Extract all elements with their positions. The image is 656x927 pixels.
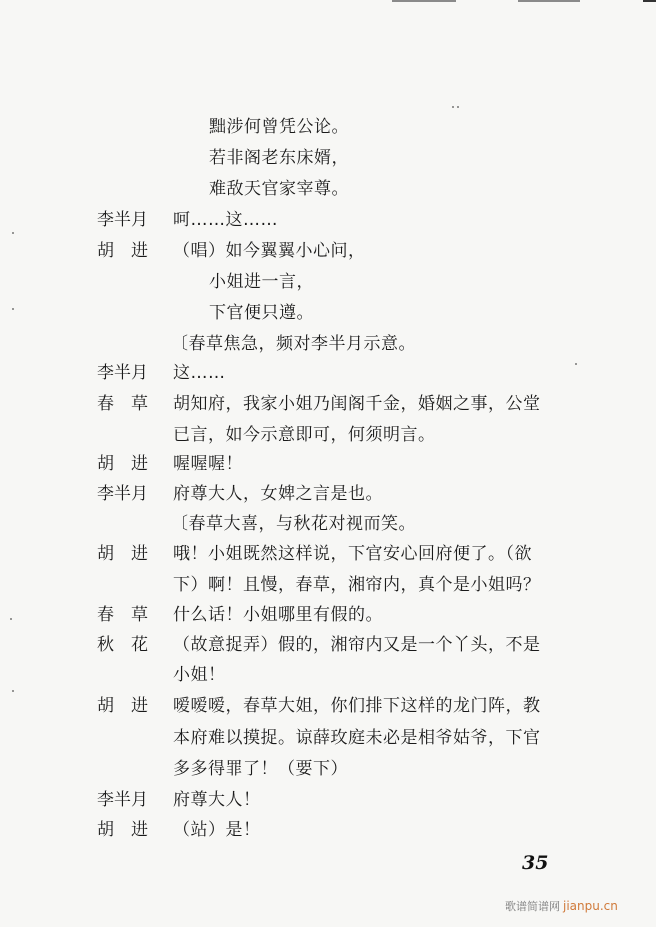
site-watermark — [505, 898, 618, 914]
verse-text: 下官便只遵。 — [209, 303, 314, 323]
dialogue-continuation: 已言，如今示意即可，何须明言。 — [173, 425, 436, 445]
speaker-name: 李半月 — [97, 484, 148, 504]
speaker-name: 胡 进 — [97, 241, 148, 261]
stage-direction: 〔春草大喜，与秋花对视而笑。 — [171, 514, 416, 534]
dialogue-continuation: 下）啊！且慢，春草，湘帘内，真个是小姐吗？ — [173, 575, 541, 595]
dialogue-text: 喔喔喔！ — [173, 454, 243, 474]
speaker-name: 胡 进 — [97, 820, 148, 840]
dialogue-continuation: 多多得罪了！（要下） — [173, 759, 348, 779]
speaker-name: 春 草 — [97, 394, 148, 414]
dialogue-continuation: 小姐！ — [173, 665, 226, 685]
stage-direction: 〔春草焦急，频对李半月示意。 — [171, 334, 416, 354]
dialogue-text: 呵……这…… — [173, 210, 278, 230]
watermark-site-name: 歌谱简谱网 — [505, 900, 560, 913]
dialogue-text: 胡知府，我家小姐乃闺阁千金，婚姻之事，公堂 — [173, 394, 541, 414]
dialogue-text: （故意捉弄）假的，湘帘内又是一个丫头，不是 — [173, 635, 541, 655]
speaker-name: 李半月 — [97, 210, 148, 230]
dialogue-text: （唱）如今翼翼小心问， — [173, 241, 366, 261]
watermark-domain: jianpu.cn — [563, 899, 618, 913]
dialogue-text: 哦！小姐既然这样说，下官安心回府便了。（欲 — [173, 544, 532, 564]
dialogue-text: （站）是！ — [173, 820, 261, 840]
speaker-name: 胡 进 — [97, 696, 148, 716]
dialogue-text: 府尊大人，女婢之言是也。 — [173, 484, 383, 504]
page-number: 35 — [522, 852, 549, 874]
dialogue-text: 这…… — [173, 363, 226, 383]
speaker-name: 李半月 — [97, 363, 148, 383]
speaker-name: 胡 进 — [97, 544, 148, 564]
speaker-name: 李半月 — [97, 790, 148, 810]
dialogue-continuation: 本府难以摸捉。谅薛玫庭未必是相爷姑爷，下官 — [173, 728, 541, 748]
dialogue-text: 什么话！小姐哪里有假的。 — [173, 605, 383, 625]
verse-text: 黜涉何曾凭公论。 — [209, 117, 349, 137]
verse-text: 小姐进一言， — [209, 272, 314, 292]
speaker-name: 胡 进 — [97, 454, 148, 474]
dialogue-text: 府尊大人！ — [173, 790, 261, 810]
speaker-name: 秋 花 — [97, 635, 148, 655]
verse-text: 难敌天官家宰尊。 — [209, 179, 349, 199]
dialogue-text: 嗳嗳嗳，春草大姐，你们排下这样的龙门阵，教 — [173, 696, 541, 716]
speaker-name: 春 草 — [97, 605, 148, 625]
verse-text: 若非阁老东床婿， — [209, 148, 349, 168]
